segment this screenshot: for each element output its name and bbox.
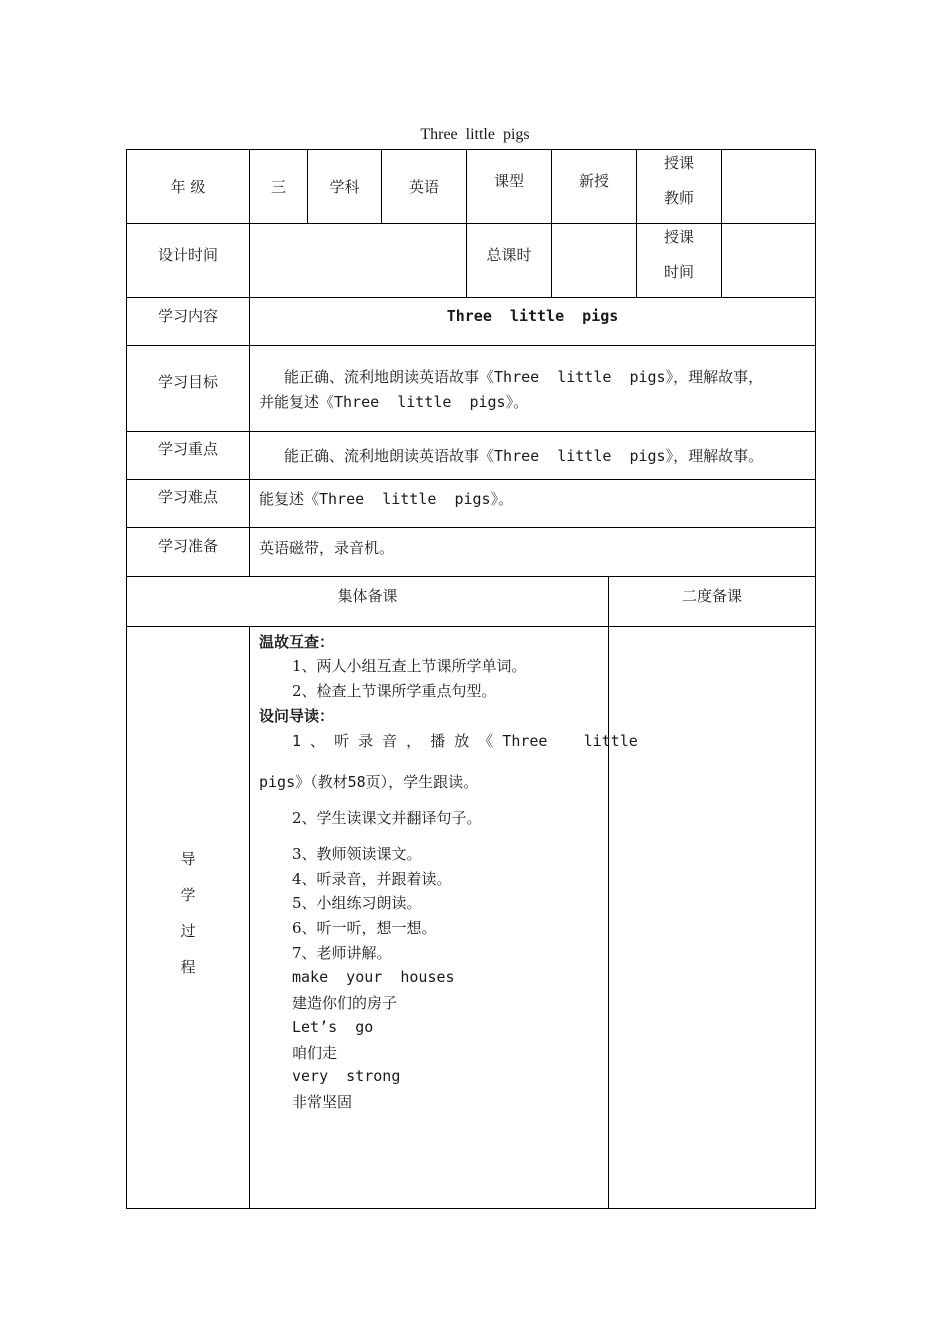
class-time-value — [721, 223, 816, 298]
guide-item: 5、小组练习朗读。 — [292, 894, 422, 912]
preparation-value: 英语磁带，录音机。 — [259, 539, 395, 557]
goals-line1: 能正确、流利地朗读英语故事《Three little pigs》，理解故事， — [284, 368, 764, 386]
content-label: 学习内容 — [157, 307, 218, 325]
difficulties-label: 学习难点 — [157, 488, 218, 506]
guide-item: 4、听录音，并跟着读。 — [292, 870, 452, 888]
content-value: Three little pigs — [446, 307, 619, 325]
guide-item: 3、教师领读课文。 — [292, 845, 422, 863]
design-time-value — [249, 223, 467, 287]
vocab-translation: 咱们走 — [292, 1044, 338, 1062]
review-item: 2、检查上节课所学重点句型。 — [292, 682, 497, 700]
teacher-value — [721, 149, 816, 224]
class-time-label — [636, 223, 722, 298]
process-label-char: 过 — [180, 922, 196, 940]
subject-value: 英语 — [408, 177, 439, 196]
lesson-type-value: 新授 — [578, 172, 609, 190]
guide-heading: 设问导读： — [259, 707, 335, 725]
grade-value: 三 — [270, 177, 286, 196]
total-hours-label: 总课时 — [486, 246, 532, 264]
guide-item-1-line2: pigs》（教材58页），学生跟读。 — [259, 773, 479, 791]
guide-item: 2、学生读课文并翻译句子。 — [292, 809, 482, 827]
vocab-translation: 建造你们的房子 — [292, 994, 398, 1012]
guide-item-1-line1: 1 、 听 录 音 ， 播 放 《 Three little — [292, 732, 638, 750]
class-time-label-line2: 时间 — [663, 263, 694, 281]
second-prep-header: 二度备课 — [681, 587, 742, 605]
key-points-label: 学习重点 — [157, 440, 218, 458]
process-label-char: 程 — [180, 958, 196, 976]
review-heading: 温故互查： — [259, 633, 335, 651]
vocab-phrase: make your houses — [292, 968, 455, 986]
document-title: Three little pigs — [420, 126, 530, 143]
vocab-phrase: very strong — [292, 1067, 401, 1085]
key-points-value: 能正确、流利地朗读英语故事《Three little pigs》，理解故事。 — [284, 447, 764, 465]
review-item: 1、两人小组互查上节课所学单词。 — [292, 657, 527, 675]
difficulties-value: 能复述《Three little pigs》。 — [259, 490, 514, 508]
vocab-translation: 非常坚固 — [292, 1093, 353, 1111]
teacher-label-line1: 授课 — [663, 154, 694, 172]
teacher-label — [636, 149, 722, 224]
vocab-phrase: Let’s go — [292, 1018, 374, 1036]
goals-line2: 并能复述《Three little pigs》。 — [259, 393, 529, 411]
group-prep-header: 集体备课 — [337, 587, 398, 605]
total-hours-value — [551, 223, 637, 287]
guide-item: 7、老师讲解。 — [292, 944, 392, 962]
teacher-label-line2: 教师 — [663, 189, 694, 207]
preparation-label: 学习准备 — [157, 537, 218, 555]
class-time-label-line1: 授课 — [663, 228, 694, 246]
goals-label: 学习目标 — [157, 373, 218, 391]
grade-label: 年 级 — [170, 177, 206, 196]
guide-item: 6、听一听，想一想。 — [292, 919, 437, 937]
process-label-char: 导 — [180, 850, 196, 868]
process-label-char: 学 — [180, 886, 196, 904]
design-time-label: 设计时间 — [157, 246, 218, 264]
lesson-type-label: 课型 — [493, 172, 524, 190]
subject-label: 学科 — [329, 177, 360, 196]
table-border-bottom — [126, 1208, 816, 1209]
